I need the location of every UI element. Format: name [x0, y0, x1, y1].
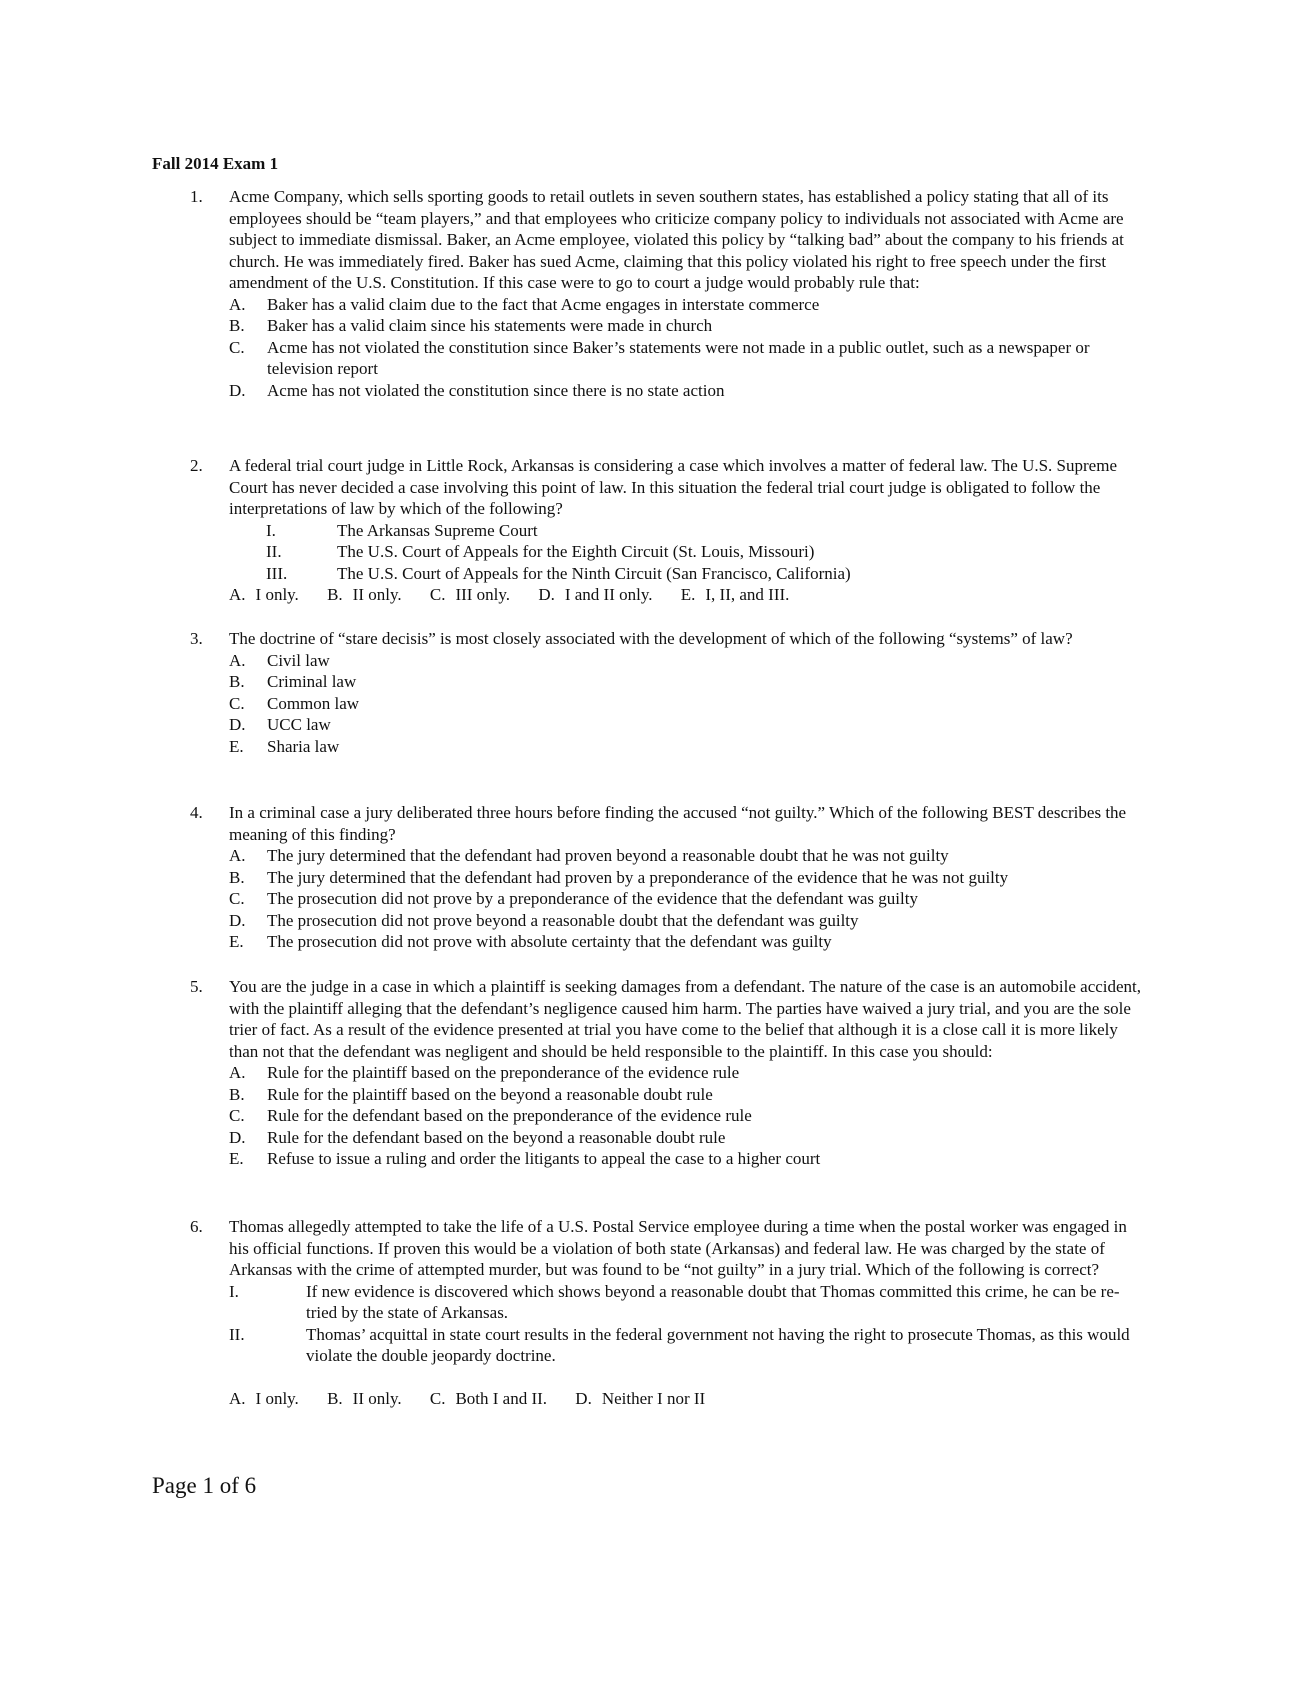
option-text: The prosecution did not prove beyond a reasonable doubt that the defendant was guilty — [267, 910, 859, 930]
option-text: UCC law — [267, 715, 331, 734]
option-letter: D. — [229, 1127, 246, 1147]
answer-option — [430, 585, 522, 604]
answer-option — [229, 585, 311, 604]
option-text: Rule for the defendant based on the beyond a reasonable doubt rule — [267, 1127, 726, 1147]
answer-option — [538, 585, 664, 604]
option-letter: B. — [229, 1084, 245, 1104]
option-letter: A. — [229, 294, 246, 314]
answer-option — [229, 1389, 311, 1408]
page-label: Page — [152, 1473, 203, 1498]
answer-option — [229, 671, 1150, 693]
option-letter: B. — [327, 1388, 343, 1408]
answer-option — [229, 845, 1150, 867]
question-text: Thomas allegedly attempted to take the life of a U.S. Postal Service employee during a time when the postal worker was engaged in his official functions. If proven this would be a violation of both state (Arkansas) and federal law. He was charged by the state of Arkansas with the crime of attempted murder, but was found to be “not guilty” in a jury trial. Which of the following is correct? — [229, 1217, 1127, 1279]
option-letter: C. — [429, 585, 446, 604]
option-text: The jury determined that the defendant had proven beyond a reasonable doubt that he was not guilty — [267, 846, 949, 865]
option-letter: E. — [680, 585, 696, 604]
question-text: A federal trial court judge in Little Rock, Arkansas is considering a case which involves a matter of federal law. The U.S. Supreme Court has never decided a case involving this point of law. In this situation the federal trial court judge is obligated to follow the interpretations of law by which of the following? — [229, 456, 1117, 518]
option-letter: E. — [229, 932, 244, 951]
option-text: Common law — [267, 693, 360, 713]
option-text: Rule for the plaintiff based on the preponderance of the evidence rule — [267, 1063, 740, 1082]
total-pages: 6 — [244, 1473, 257, 1498]
roman-numeral: II. — [266, 542, 282, 561]
option-letter: A. — [229, 650, 246, 670]
inline-answer-options — [229, 1388, 1150, 1410]
roman-text: If new evidence is discovered which shows beyond a reasonable doubt that Thomas committed this crime, he can be re-tried by the state of Arkansas. — [306, 1281, 1120, 1322]
roman-numeral: III. — [266, 563, 288, 583]
option-text: Rule for the defendant based on the preponderance of the evidence rule — [267, 1106, 752, 1125]
option-text: Criminal law — [267, 672, 357, 691]
answer-option — [229, 693, 1150, 715]
roman-item — [229, 1324, 1150, 1367]
answer-option — [327, 1389, 414, 1408]
page-of-label: of — [213, 1473, 245, 1498]
answer-option — [229, 315, 1150, 337]
option-text: I only. — [255, 585, 299, 604]
option-letter: D. — [229, 910, 246, 930]
question-text: You are the judge in a case in which a plaintiff is seeking damages from a defendant. The nature of the case is an automobile accident, with the plaintiff alleging that the defendant’s negligence caused him harm. The parties have waived a jury trial, and you are the sole trier of fact. As a result of the evidence presented at trial you have come to the belief that although it is a close call it is more likely than not that the defendant was negligent and should be held responsible to the plaintiff. In this case you should: — [229, 977, 1142, 1061]
option-text: II only. — [352, 585, 402, 604]
answer-option — [430, 1389, 559, 1408]
question-number: 5. — [190, 977, 203, 996]
page-number — [152, 1473, 256, 1499]
option-text: Civil law — [267, 650, 330, 670]
answer-option — [229, 867, 1150, 889]
question-4 — [190, 802, 1150, 953]
option-letter: D. — [575, 1388, 592, 1408]
option-letter: E. — [229, 1149, 244, 1168]
option-letter: A. — [229, 1063, 246, 1082]
roman-numeral: I. — [266, 520, 276, 540]
roman-text: The Arkansas Supreme Court — [337, 520, 538, 540]
question-text: The doctrine of “stare decisis” is most closely associated with the development of which of the following “systems” of law? — [229, 629, 1073, 648]
answer-option — [229, 888, 1150, 910]
option-text: Acme has not violated the constitution since there is no state action — [267, 380, 725, 400]
option-text: Refuse to issue a ruling and order the litigants to appeal the case to a higher court — [267, 1149, 821, 1168]
answer-option — [575, 1389, 717, 1408]
option-letter: B. — [229, 672, 245, 691]
option-letter: B. — [327, 585, 343, 604]
option-text: I, II, and III. — [705, 585, 790, 604]
roman-numeral: II. — [229, 1324, 245, 1344]
option-text: The jury determined that the defendant had proven by a preponderance of the evidence that he was not guilty — [267, 867, 1009, 887]
question-text: In a criminal case a jury deliberated three hours before finding the accused “not guilty.” Which of the following BEST describes the meaning of this finding? — [229, 803, 1127, 844]
roman-text: The U.S. Court of Appeals for the Ninth Circuit (San Francisco, California) — [337, 563, 851, 583]
question-number: 3. — [190, 629, 203, 648]
option-text: Both I and II. — [455, 1388, 548, 1408]
answer-option — [229, 650, 1150, 672]
option-letter: C. — [229, 337, 245, 357]
question-text: Acme Company, which sells sporting goods to retail outlets in seven southern states, has established a policy stating that all of its employees should be “team players,” and that employees who criticize company policy to individuals not associated with Acme are subject to immediate dismissal. Baker, an Acme employee, violated this policy by “talking bad” about the company to his friends at church. He was immediately fired. Baker has sued Acme, claiming that this policy violated his right to free speech under the first amendment of the U.S. Constitution. If this case were to go to court a judge would probably rule that: — [229, 187, 1124, 292]
answer-option — [229, 1148, 1150, 1170]
option-text: Baker has a valid claim due to the fact that Acme engages in interstate commerce — [267, 294, 820, 314]
question-5 — [190, 976, 1150, 1170]
answer-option — [229, 380, 1150, 402]
answer-option — [229, 931, 1150, 953]
inline-answer-options — [229, 584, 1150, 606]
option-text: The prosecution did not prove by a preponderance of the evidence that the defendant was guilty — [267, 889, 918, 908]
answer-option — [229, 910, 1150, 932]
spacer — [229, 1367, 1150, 1388]
option-letter: A. — [229, 846, 246, 865]
option-letter: C. — [429, 1388, 446, 1408]
option-letter: D. — [538, 585, 555, 604]
option-letter: D. — [229, 715, 246, 734]
option-letter: A. — [229, 1388, 246, 1408]
current-page: 1 — [202, 1473, 214, 1498]
question-number: 4. — [190, 803, 203, 822]
answer-option — [327, 585, 414, 604]
option-text: Sharia law — [267, 736, 340, 756]
question-3 — [190, 628, 1150, 757]
answer-option — [229, 294, 1150, 316]
option-letter: C. — [229, 1106, 245, 1125]
option-text: II only. — [352, 1388, 402, 1408]
option-letter: D. — [229, 380, 246, 400]
option-text: The prosecution did not prove with absolute certainty that the defendant was guilty — [267, 932, 832, 951]
question-6 — [190, 1216, 1150, 1409]
question-number: 6. — [190, 1217, 203, 1236]
roman-item — [229, 541, 1150, 563]
answer-option — [229, 1127, 1150, 1149]
option-text: I and II only. — [564, 585, 653, 604]
option-letter: A. — [229, 585, 246, 604]
answer-option — [229, 1062, 1150, 1084]
option-text: Baker has a valid claim since his statements were made in church — [267, 316, 713, 335]
option-letter: C. — [229, 889, 245, 908]
option-text: Neither I nor II — [601, 1388, 706, 1408]
question-2 — [190, 455, 1150, 606]
roman-item — [229, 1281, 1150, 1324]
question-1 — [190, 186, 1150, 401]
answer-option — [229, 736, 1150, 758]
option-letter: E. — [229, 736, 244, 756]
answer-option — [229, 714, 1150, 736]
roman-item — [229, 520, 1150, 542]
option-text: I only. — [255, 1388, 299, 1408]
answer-option — [229, 1084, 1150, 1106]
option-text: Acme has not violated the constitution since Baker’s statements were not made in a public outlet, such as a newspaper or television report — [267, 337, 1090, 378]
roman-text: The U.S. Court of Appeals for the Eighth Circuit (St. Louis, Missouri) — [337, 542, 815, 561]
option-letter: B. — [229, 867, 245, 887]
option-letter: C. — [229, 693, 245, 713]
roman-numeral: I. — [229, 1281, 239, 1301]
question-number: 2. — [190, 456, 203, 475]
option-text: III only. — [455, 585, 511, 604]
roman-item — [229, 563, 1150, 585]
answer-option — [681, 585, 802, 604]
exam-title: Fall 2014 Exam 1 — [152, 154, 279, 173]
option-text: Rule for the plaintiff based on the beyond a reasonable doubt rule — [267, 1084, 713, 1104]
roman-text: Thomas’ acquittal in state court results in the federal government not having the right to prosecute Thomas, as this would violate the double jeopardy doctrine. — [306, 1324, 1130, 1365]
answer-option — [229, 337, 1150, 380]
answer-option — [229, 1105, 1150, 1127]
question-number: 1. — [190, 187, 203, 206]
option-letter: B. — [229, 316, 245, 335]
